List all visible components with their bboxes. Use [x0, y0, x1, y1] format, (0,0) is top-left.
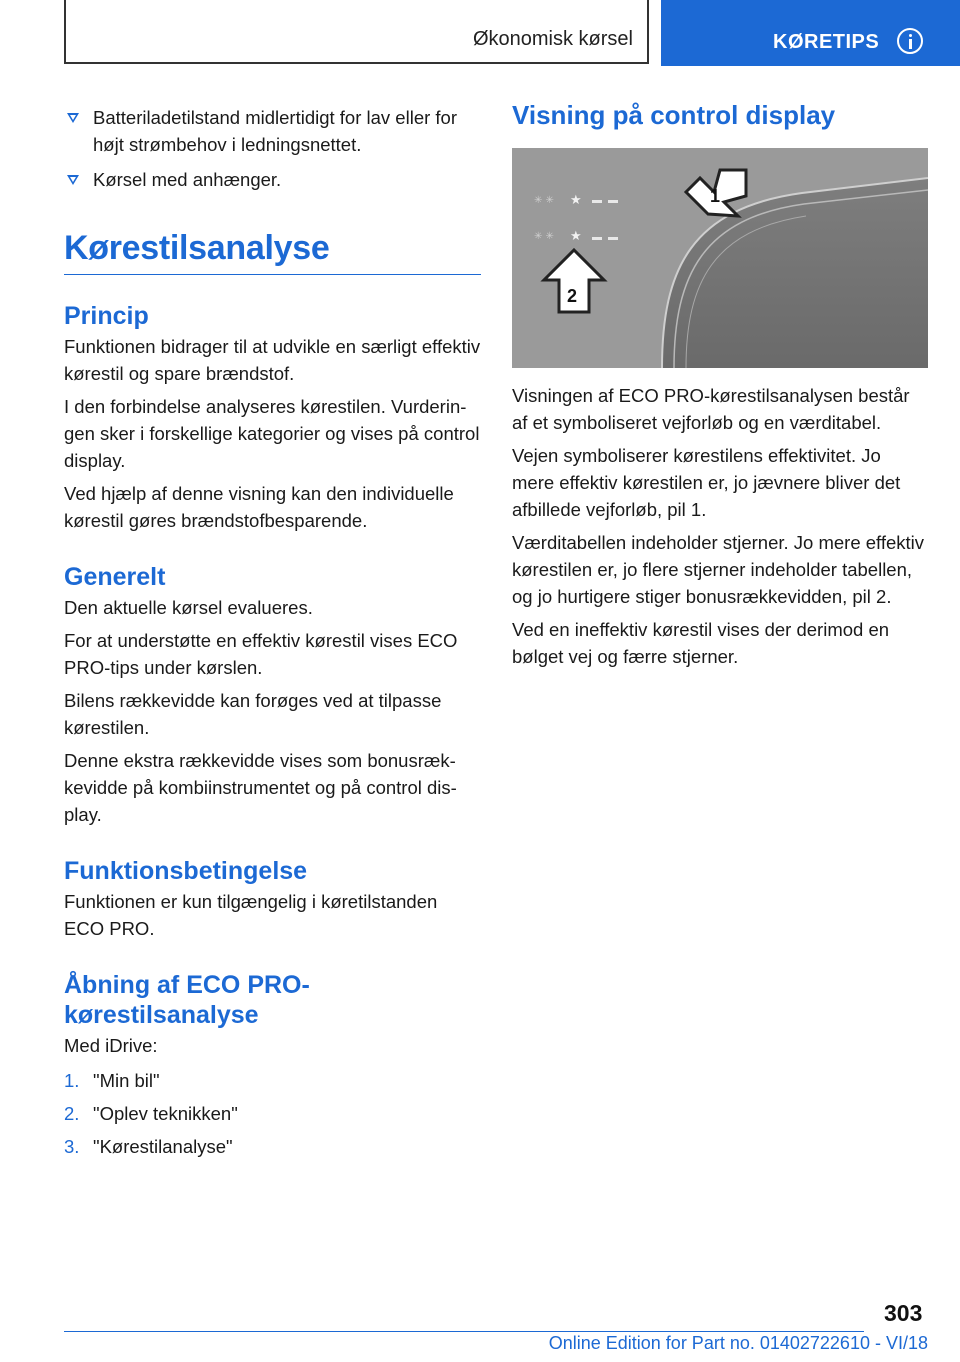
paragraph: Bilens rækkevidde kan forøges ved at tilpasse kørestilen.	[64, 690, 442, 738]
paragraph: For at understøtte en effektiv kørestil vises ECO PRO-tips under kørslen.	[64, 630, 458, 678]
paragraph: Denne ekstra rækkevidde vises som bonusrækkevidde på kombiinstrumentet og på control display.	[64, 750, 457, 825]
list-item: 3. "Kørestilanalyse"	[64, 1136, 233, 1157]
triangle-bullet-icon	[67, 175, 79, 185]
header-section-title: Økonomisk kørsel	[472, 28, 633, 50]
list-item: 1. "Min bil"	[64, 1070, 160, 1091]
paragraph: Med iDrive:	[64, 1035, 158, 1056]
svg-text:★: ★	[570, 229, 582, 244]
paragraph: I den forbindelse analyseres kørestilen. Vurderingen sker i forskellige kategorier og vises på control display.	[64, 396, 480, 471]
svg-text:✳ ✳: ✳ ✳	[534, 195, 554, 206]
block-heading: Generelt	[64, 563, 166, 591]
left-column	[64, 104, 481, 1166]
svg-text:✳ ✳: ✳ ✳	[534, 231, 554, 242]
paragraph: Værditabellen indeholder stjerner. Jo mere effektiv kørestilen er, jo flere stjerner indeholder tabellen, og jo hurtigere stiger bonusrækkevidden, pil 2.	[512, 532, 925, 607]
paragraph: Funktionen bidrager til at udvikle en særligt effektiv kørestil og spare brændstof.	[64, 336, 481, 384]
paragraph: Den aktuelle kørsel evalueres.	[64, 597, 313, 618]
paragraph: Ved en ineffektiv kørestil vises der derimod en bølget vej og færre stjerner.	[512, 619, 890, 667]
paragraph: Vejen symboliserer kørestilens effektivitet. Jo mere effektiv kørestilen er, jo jævnere bliver det afbillede vejforløb, pil 1.	[512, 445, 901, 520]
header-chapter-title: KØRETIPS	[773, 31, 880, 53]
steps-list	[64, 1067, 481, 1160]
footer-edition: Online Edition for Part no. 01402722610 - VI/18	[548, 1333, 928, 1353]
block-aabning	[64, 970, 481, 1160]
block-heading: Åbning af ECO PRO-kørestilsanalyse	[64, 971, 310, 1029]
block-funktionsbetingelse	[64, 856, 481, 942]
footer-divider	[64, 1331, 864, 1332]
paragraph: Ved hjælp af denne visning kan den individuelle kørestil gøres brændstofbesparende.	[64, 483, 454, 531]
paragraph: Funktionen er kun tilgængelig i køretilstanden ECO PRO.	[64, 891, 438, 939]
svg-text:1: 1	[710, 186, 721, 206]
block-heading: Funktionsbetingelse	[64, 857, 308, 885]
list-item: Kørsel med anhænger.	[64, 166, 481, 193]
header-section-tab	[64, 0, 649, 64]
page-number: 303	[884, 1300, 923, 1326]
bullet-list	[64, 104, 481, 193]
block-heading: Visning på control display	[512, 100, 836, 130]
svg-text:★: ★	[570, 193, 582, 208]
block-princip	[64, 301, 481, 534]
header-chapter-tab	[661, 0, 960, 66]
info-icon	[897, 28, 923, 54]
paragraph: Visningen af ECO PRO-kørestilsanalysen består af et symboliseret vejforløb og en værditabel.	[512, 385, 910, 433]
section-heading: Kørestilsanalyse	[64, 229, 481, 275]
block-heading: Princip	[64, 302, 149, 330]
list-item: Batteriladetilstand midlertidigt for lav eller for højt strømbehov i ledningsnettet.	[64, 104, 481, 158]
right-column	[512, 100, 928, 676]
triangle-bullet-icon	[67, 113, 79, 123]
eco-pro-display-figure	[512, 148, 928, 368]
svg-text:2: 2	[567, 286, 578, 306]
list-item: 2. "Oplev teknikken"	[64, 1103, 238, 1124]
block-generelt	[64, 562, 481, 828]
